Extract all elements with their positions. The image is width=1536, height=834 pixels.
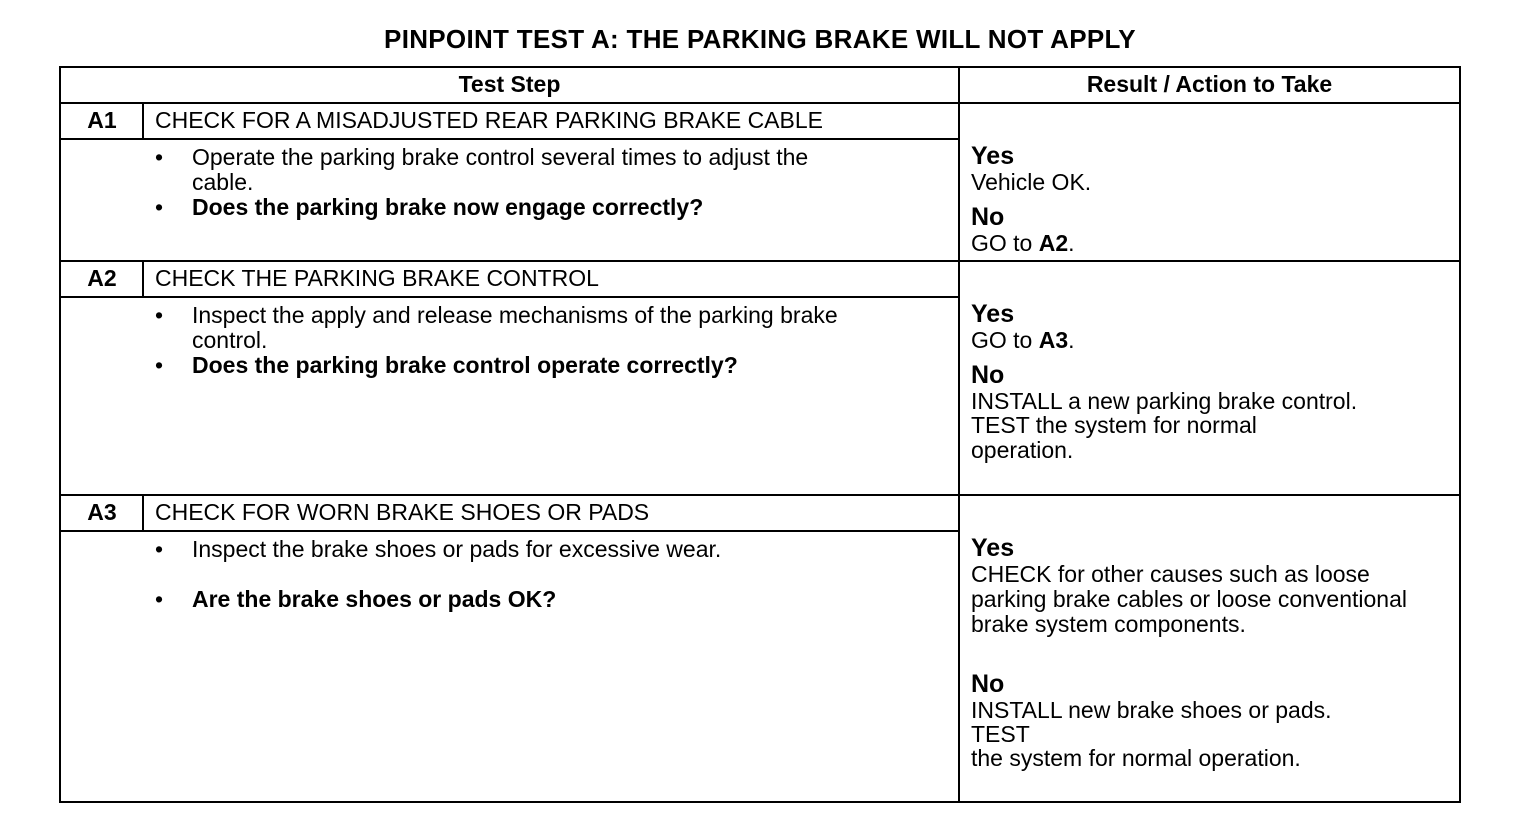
step-a1-bullet1-line2: cable. — [192, 169, 254, 195]
bullet-icon: • — [155, 194, 164, 220]
result-a3-no-line2: TEST — [971, 721, 1030, 747]
header-divider — [59, 102, 1461, 104]
bullet-icon: • — [155, 144, 164, 170]
result-a3-no-line1: INSTALL new brake shoes or pads. — [971, 697, 1332, 723]
row-divider-a3 — [59, 494, 1461, 496]
step-heading-a1: CHECK FOR A MISADJUSTED REAR PARKING BRAKE CABLE — [155, 107, 823, 133]
result-a3-no-line3: the system for normal operation. — [971, 745, 1301, 771]
result-a1-no-ref: A2 — [1038, 230, 1069, 256]
step-heading-a3: CHECK FOR WORN BRAKE SHOES OR PADS — [155, 499, 650, 525]
result-a3-yes-label: Yes — [971, 534, 1015, 562]
result-a2-yes-ref: A3 — [1038, 327, 1069, 353]
step-id-a3: A3 — [87, 499, 117, 525]
table-border-top — [59, 66, 1461, 68]
result-a2-no-line2: TEST the system for normal — [971, 412, 1257, 438]
result-a1-yes-label: Yes — [971, 142, 1015, 170]
step-a1-question: Does the parking brake now engage correctly? — [192, 194, 704, 220]
result-a2-yes-text — [971, 328, 1075, 353]
row-divider-a2 — [59, 260, 1461, 262]
result-a2-yes-prefix: GO to — [971, 327, 1039, 353]
column-divider — [958, 66, 960, 803]
table-border-bottom — [59, 801, 1461, 803]
result-a2-no-label: No — [971, 361, 1005, 389]
table-border-right — [1459, 66, 1461, 803]
step-a3-bullet1: Inspect the brake shoes or pads for excessive wear. — [192, 536, 722, 562]
step-id-a1: A1 — [87, 107, 117, 133]
result-a3-yes-line2: parking brake cables or loose conventional — [971, 586, 1407, 612]
header-test-step: Test Step — [458, 71, 561, 97]
result-a1-no-prefix: GO to — [971, 230, 1039, 256]
result-a1-no-suffix: . — [1068, 230, 1075, 256]
step-a2-question: Does the parking brake control operate correctly? — [192, 352, 738, 378]
result-a2-yes-label: Yes — [971, 300, 1015, 328]
step-id-a2: A2 — [87, 265, 117, 291]
result-a2-no-line3: operation. — [971, 437, 1074, 463]
result-a3-no-label: No — [971, 670, 1005, 698]
step-a2-bullet1-line2: control. — [192, 327, 268, 353]
step-a1-bullet1-line1: Operate the parking brake control several times to adjust the — [192, 144, 809, 170]
table-border-left — [59, 66, 61, 803]
result-a1-no-label: No — [971, 203, 1005, 231]
result-a1-yes-text: Vehicle OK. — [971, 169, 1092, 195]
result-a3-yes-line1: CHECK for other causes such as loose — [971, 561, 1370, 587]
page-title: PINPOINT TEST A: THE PARKING BRAKE WILL NOT APPLY — [384, 24, 1136, 54]
heading-divider-a3 — [59, 530, 959, 532]
result-a3-yes-line3: brake system components. — [971, 611, 1246, 637]
bullet-icon: • — [155, 302, 164, 328]
step-a2-bullet1-line1: Inspect the apply and release mechanisms of the parking brake — [192, 302, 838, 328]
result-a1-no-text — [971, 231, 1075, 256]
heading-divider-a2 — [59, 296, 959, 298]
header-result: Result / Action to Take — [1086, 71, 1333, 97]
bullet-icon: • — [155, 536, 164, 562]
step-heading-a2: CHECK THE PARKING BRAKE CONTROL — [155, 265, 599, 291]
bullet-icon: • — [155, 352, 164, 378]
result-a2-no-line1: INSTALL a new parking brake control. — [971, 388, 1358, 414]
step-a3-question: Are the brake shoes or pads OK? — [192, 586, 557, 612]
bullet-icon: • — [155, 586, 164, 612]
result-a2-yes-suffix: . — [1068, 327, 1075, 353]
heading-divider-a1 — [59, 138, 959, 140]
